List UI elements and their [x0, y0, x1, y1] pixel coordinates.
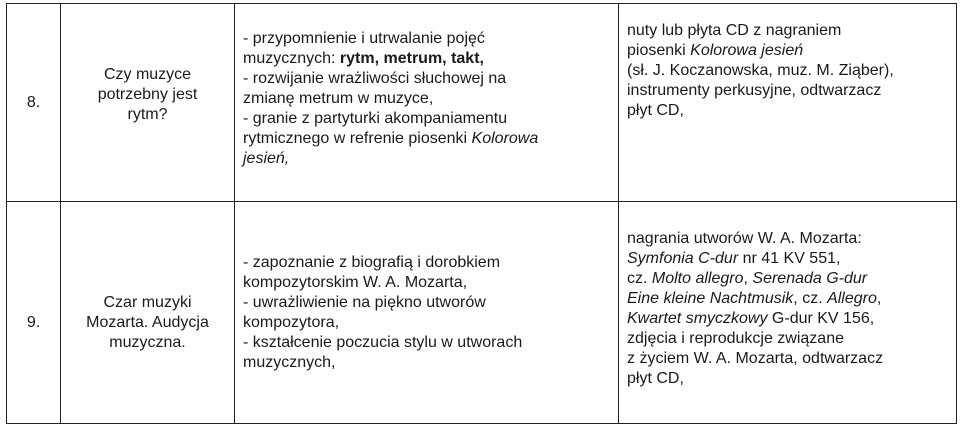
content-line: - granie z partyturki akompaniamentu — [243, 109, 508, 127]
materials-text: , — [876, 289, 882, 307]
work-title: Serenada G-dur — [752, 269, 868, 287]
topic-line: Czar muzyki — [103, 293, 192, 311]
content-line — [243, 129, 610, 149]
materials-line: (sł. J. Koczanowska, muz. M. Ziąber), — [627, 61, 894, 79]
lesson-number — [7, 4, 61, 202]
lesson-content — [235, 202, 619, 424]
content-line — [243, 49, 610, 69]
content-text: muzycznych: — [243, 49, 340, 67]
content-line: muzycznych, — [243, 353, 336, 371]
content-line: - rozwijanie wrażliwości słuchowej na — [243, 69, 507, 87]
materials-text: , — [743, 269, 753, 287]
materials-line: nagrania utworów W. A. Mozarta: — [627, 229, 862, 247]
materials-line — [627, 249, 948, 269]
content-line: - kształcenie poczucia stylu w utworach — [243, 333, 523, 351]
topic-line: Czy muzyce — [103, 65, 192, 83]
materials-line: płyt CD, — [627, 101, 684, 119]
lesson-materials — [619, 202, 957, 424]
song-title: Kolorowa — [471, 129, 539, 147]
materials-line: płyt CD, — [627, 369, 684, 387]
materials-text: , cz. — [793, 289, 828, 307]
content-line: jesień, — [243, 149, 290, 167]
topic-line: rytm? — [127, 105, 168, 123]
work-title: Eine kleine Nachtmusik — [627, 289, 794, 307]
work-title: Molto allegro — [651, 269, 744, 287]
lesson-number-text: 9. — [26, 313, 41, 331]
materials-line — [627, 309, 948, 329]
content-line: kompozytora, — [243, 313, 340, 331]
materials-line: zdjęcia i reprodukcje związane — [627, 329, 844, 347]
materials-text: piosenki — [627, 41, 691, 59]
materials-line — [627, 41, 948, 61]
work-title: Symfonia C-dur — [627, 249, 739, 267]
materials-text: nr 41 KV 551, — [738, 249, 841, 267]
song-title: Kolorowa jesień — [690, 41, 804, 59]
materials-line — [627, 289, 948, 309]
content-line: - przypomnienie i utrwalanie pojęć — [243, 29, 485, 47]
content-line: kompozytorskim W. A. Mozarta, — [243, 273, 468, 291]
table-row — [7, 202, 957, 424]
work-title: Allegro — [827, 289, 877, 307]
content-text: rytmicznego w refrenie piosenki — [243, 129, 472, 147]
content-line: - uwrażliwienie na piękno utworów — [243, 293, 486, 311]
lesson-number — [7, 202, 61, 424]
lesson-topic — [61, 4, 235, 202]
work-title: Kwartet smyczkowy — [627, 309, 768, 327]
content-line: - zapoznanie z biografią i dorobkiem — [243, 253, 501, 271]
materials-line: z życiem W. A. Mozarta, odtwarzacz — [627, 349, 884, 367]
lesson-content — [235, 4, 619, 202]
materials-text: cz. — [627, 269, 652, 287]
topic-line: muzyczna. — [109, 333, 186, 351]
topic-line: Mozarta. Audycja — [86, 313, 209, 331]
curriculum-table — [6, 3, 957, 424]
content-line: zmianę metrum w muzyce, — [243, 89, 434, 107]
materials-text: G-dur KV 156, — [767, 309, 875, 327]
materials-line: instrumenty perkusyjne, odtwarzacz — [627, 81, 882, 99]
lesson-materials — [619, 4, 957, 202]
topic-line: potrzebny jest — [97, 85, 198, 103]
materials-line: nuty lub płyta CD z nagraniem — [627, 21, 842, 39]
lesson-number-text: 8. — [26, 93, 41, 111]
lesson-topic — [61, 202, 235, 424]
content-bold-terms: rytm, metrum, takt, — [339, 49, 484, 67]
materials-line — [627, 269, 948, 289]
table-row — [7, 4, 957, 202]
